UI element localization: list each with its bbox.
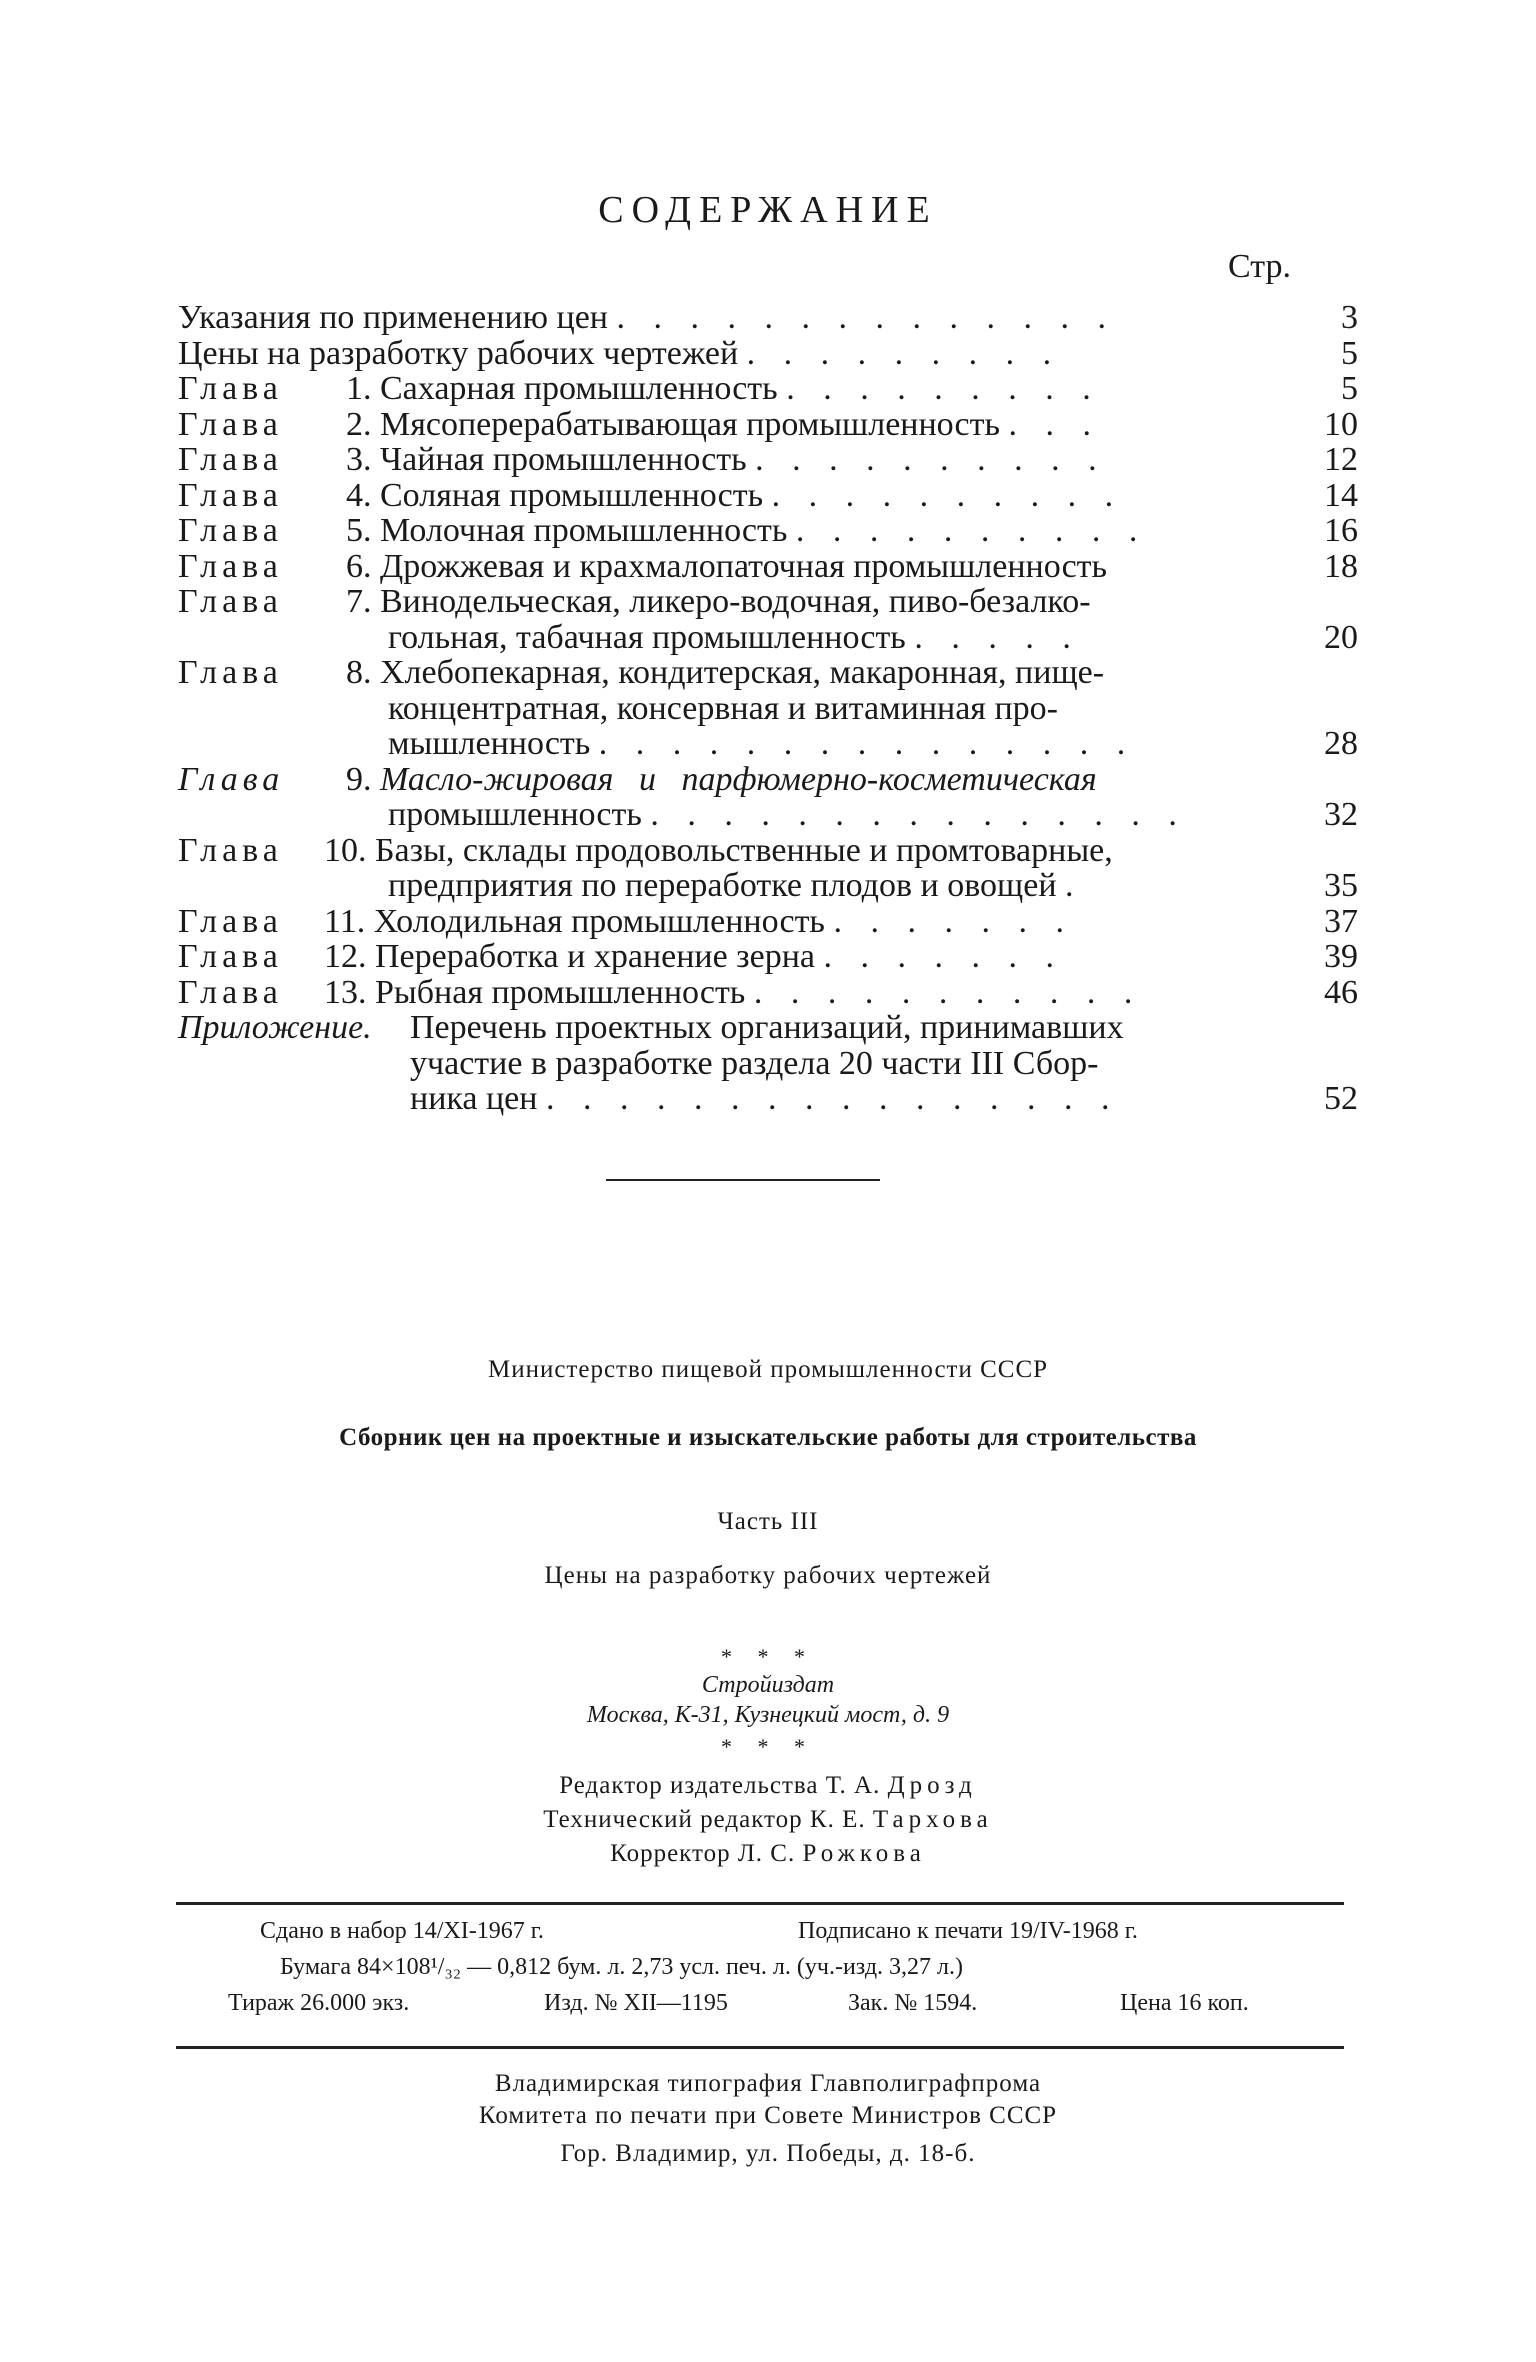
toc-entry-text: Цены на разработку рабочих чертежей [178, 334, 739, 372]
toc-entry [178, 655, 1358, 691]
toc-entry-label: Глава [178, 405, 283, 443]
toc-entry-text: Переработка и хранение зерна [375, 938, 815, 975]
toc-entry-number: 7. [346, 583, 372, 620]
imprint-corrector [0, 1840, 1536, 1868]
toc-entry-dots: . . . . . . . . . [786, 370, 1101, 407]
toc-entry-dots: . . . . . . . . . . . . . . . [598, 725, 1136, 762]
toc-entry-number: 4. [346, 476, 372, 514]
imprint-tech-editor [0, 1806, 1536, 1834]
toc-entry [178, 975, 1358, 1011]
toc-entry [178, 549, 1358, 585]
toc-entry-page: 20 [1324, 618, 1358, 656]
toc-entry-text: Молочная промышленность [380, 512, 788, 549]
toc-entry [178, 584, 1358, 620]
toc-entry-number: 8. [346, 654, 372, 691]
toc-entry-page: 18 [1324, 547, 1358, 585]
toc-entry-text: Перечень проектных организаций, принимавших [410, 1009, 1124, 1046]
toc-entry-text: промышленность [388, 796, 642, 833]
toc-entry-page: 5 [1341, 370, 1358, 407]
imprint-address: Москва, К-31, Кузнецкий мост, д. 9 [586, 1702, 950, 1728]
toc-entry-label: Глава [178, 831, 283, 869]
page-title: СОДЕРЖАНИЕ [598, 189, 938, 231]
toc-entry-label: Глава [178, 476, 283, 514]
printing-house-line: Владимирская типография Главполиграфпрома [494, 2070, 1042, 2097]
toc-entry-text: Базы, склады продовольственные и промтоварные, [375, 831, 1113, 869]
toc-entry-dots: . . . . . [914, 618, 1081, 656]
printing-house-line: Комитета по печати при Совете Министров СССР [478, 2102, 1058, 2129]
toc-entry-page: 12 [1324, 441, 1358, 478]
toc-entry-number: 2. [346, 405, 372, 443]
toc-entry-dots: . . . . . . . . . [746, 334, 1062, 372]
toc-entry-label: Глава [178, 583, 283, 620]
toc-entry-dots: . . . . . . . [823, 938, 1064, 975]
toc-entry-dots: . . . . . . . . . . . . . . [616, 299, 1116, 336]
toc-entry-text: Винодельческая, ликеро-водочная, пиво-безалко- [380, 583, 1091, 620]
toc-entry-label: Глава [178, 760, 285, 798]
toc-entry [178, 478, 1358, 514]
toc-entry-page: 16 [1324, 512, 1358, 549]
print-order-number: Зак. № 1594. [848, 1990, 978, 2016]
toc-entry-page: 14 [1324, 476, 1358, 514]
toc-entry [178, 762, 1358, 798]
toc-entry-page: 3 [1341, 299, 1358, 336]
toc-entry-continuation [178, 726, 1358, 762]
toc-entry-page: 39 [1324, 938, 1358, 975]
toc-entry-label: Глава [178, 512, 283, 549]
toc-entry-number: 6. [346, 547, 372, 585]
toc-entry-number: 11. [324, 902, 366, 940]
toc-entry [178, 300, 1358, 336]
toc-entry-number: 1. [346, 370, 372, 407]
toc-entry-text: Сахарная промышленность [380, 370, 778, 407]
imprint-editor-name: Дрозд [887, 1772, 977, 1799]
toc-entry-page: 46 [1324, 973, 1358, 1011]
print-signed-date: Подписано к печати 19/IV-1968 г. [798, 1918, 1138, 1944]
toc-entry-dots: . . . . . . . . . . [771, 476, 1124, 514]
toc-entry-dots: . [1065, 867, 1084, 904]
toc-entry-text: предприятия по переработке плодов и овощей [388, 867, 1057, 904]
toc-entry-label: Приложение. [178, 1009, 372, 1046]
toc-entry-text: Холодильная промышленность [373, 902, 825, 940]
toc-entry-dots: . . . . . . . . . . [755, 441, 1107, 478]
toc-entry-text: Хлебопекарная, кондитерская, макаронная, пище- [380, 654, 1105, 691]
toc-entry-dots: . . . [1008, 405, 1101, 443]
toc-entry [178, 833, 1358, 869]
toc-entry-continuation [178, 797, 1358, 833]
toc-entry-continuation [178, 691, 1358, 727]
imprint-ministry: Министерство пищевой промышленности СССР [487, 1356, 1049, 1383]
toc-entry-continuation [178, 1046, 1358, 1082]
toc-entry-number: 5. [346, 512, 372, 549]
toc-entry-label: Глава [178, 938, 283, 975]
imprint-section-title: Цены на разработку рабочих чертежей [544, 1562, 992, 1589]
toc-entry-text: ника цен [410, 1080, 538, 1117]
printing-house-address: Гор. Владимир, ул. Победы, д. 18-б. [560, 2140, 976, 2167]
print-price: Цена 16 коп. [1120, 1990, 1249, 2016]
page-column-label: Стр. [1228, 248, 1292, 285]
toc-entry-label: Глава [178, 441, 283, 478]
toc-entry-text: Соляная промышленность [380, 476, 764, 514]
toc-entry-dots: . . . . . . . . . . [795, 512, 1148, 549]
toc-entry-page: 32 [1324, 796, 1358, 833]
toc-entry [178, 407, 1358, 443]
toc-entry [178, 939, 1358, 975]
toc-entry [178, 371, 1358, 407]
toc-entry-number: 9. [346, 760, 372, 798]
toc-entry-text: участие в разработке раздела 20 части III Сбор- [410, 1044, 1099, 1082]
print-info-bottom-rule [176, 2046, 1344, 2049]
toc-entry-continuation [178, 1081, 1358, 1117]
imprint-asterisks: * * * [721, 1734, 815, 1759]
toc-entry-text: гольная, табачная промышленность [388, 618, 906, 656]
toc-entry [178, 904, 1358, 940]
imprint-editor [0, 1772, 1536, 1800]
print-paper-format: Бумага 84×108¹/₃₂ — 0,812 бум. л. 2,73 усл. печ. л. (уч.-изд. 3,27 л.) [280, 1954, 964, 1980]
imprint-collection-title: Сборник цен на проектные и изыскательские работы для строительства [339, 1424, 1197, 1451]
toc-entry-label: Глава [178, 547, 283, 585]
toc-entry-page: 28 [1324, 725, 1358, 762]
imprint-corrector-name: Рожкова [802, 1840, 926, 1867]
toc-entry-dots: . . . . . . . . . . . [753, 973, 1143, 1011]
print-edition-number: Изд. № XII—1195 [544, 1990, 728, 2016]
imprint-tech-editor-role: Технический редактор К. Е. [543, 1806, 866, 1833]
toc-entry-dots: . . . . . . . [833, 902, 1074, 940]
toc-entry-label: Глава [178, 370, 283, 407]
print-info-top-rule [176, 1902, 1344, 1905]
print-run: Тираж 26.000 экз. [228, 1990, 410, 2016]
toc-entry-number: 12. [324, 938, 367, 975]
toc-entry-text: концентратная, консервная и витаминная про- [388, 689, 1058, 727]
imprint-editor-role: Редактор издательства Т. А. [559, 1772, 881, 1799]
toc-entry-text: Чайная промышленность [380, 441, 747, 478]
toc-entry-text: Масло-жировая и парфюмерно-косметическая [380, 760, 1097, 798]
toc-entry-continuation [178, 868, 1358, 904]
toc-entry-page: 37 [1324, 902, 1358, 940]
imprint-tech-editor-name: Тархова [872, 1806, 993, 1833]
toc-entry [178, 1010, 1358, 1046]
toc-entry-dots: . . . . . . . . . . . . . . . . [545, 1080, 1120, 1117]
toc-entry-continuation [178, 620, 1358, 656]
toc-entry-text: Мясоперерабатывающая промышленность [380, 405, 1000, 443]
toc-entry-dots: . . . . . . . . . . . . . . . [650, 796, 1187, 833]
toc-entry-label: Глава [178, 902, 283, 940]
section-divider [606, 1179, 880, 1181]
toc-entry [178, 513, 1358, 549]
imprint-publisher: Стройиздат [701, 1672, 835, 1698]
toc-entry-text: Рыбная промышленность [375, 973, 746, 1011]
toc-entry-page: 5 [1341, 334, 1358, 372]
toc-entry-number: 3. [346, 441, 372, 478]
toc-entry-label: Глава [178, 973, 283, 1011]
toc-entry-text: мышленность [388, 725, 591, 762]
toc-entry [178, 442, 1358, 478]
toc-entry-text: Указания по применению цен [178, 299, 608, 336]
imprint-asterisks: * * * [721, 1644, 815, 1669]
toc-entry-page: 35 [1324, 867, 1358, 904]
toc-entry-number: 13. [324, 973, 367, 1011]
toc-entry-number: 10. [324, 831, 367, 869]
toc-entry-label: Глава [178, 654, 283, 691]
toc-entry-page: 10 [1324, 405, 1358, 443]
print-typeset-date: Сдано в набор 14/XI-1967 г. [260, 1918, 544, 1944]
imprint-corrector-role: Корректор Л. С. [610, 1840, 796, 1867]
table-of-contents [178, 300, 1358, 1117]
imprint-part: Часть III [717, 1508, 819, 1535]
toc-entry-text: Дрожжевая и крахмалопаточная промышленность [380, 547, 1108, 585]
toc-entry [178, 336, 1358, 372]
toc-entry-page: 52 [1324, 1080, 1358, 1117]
